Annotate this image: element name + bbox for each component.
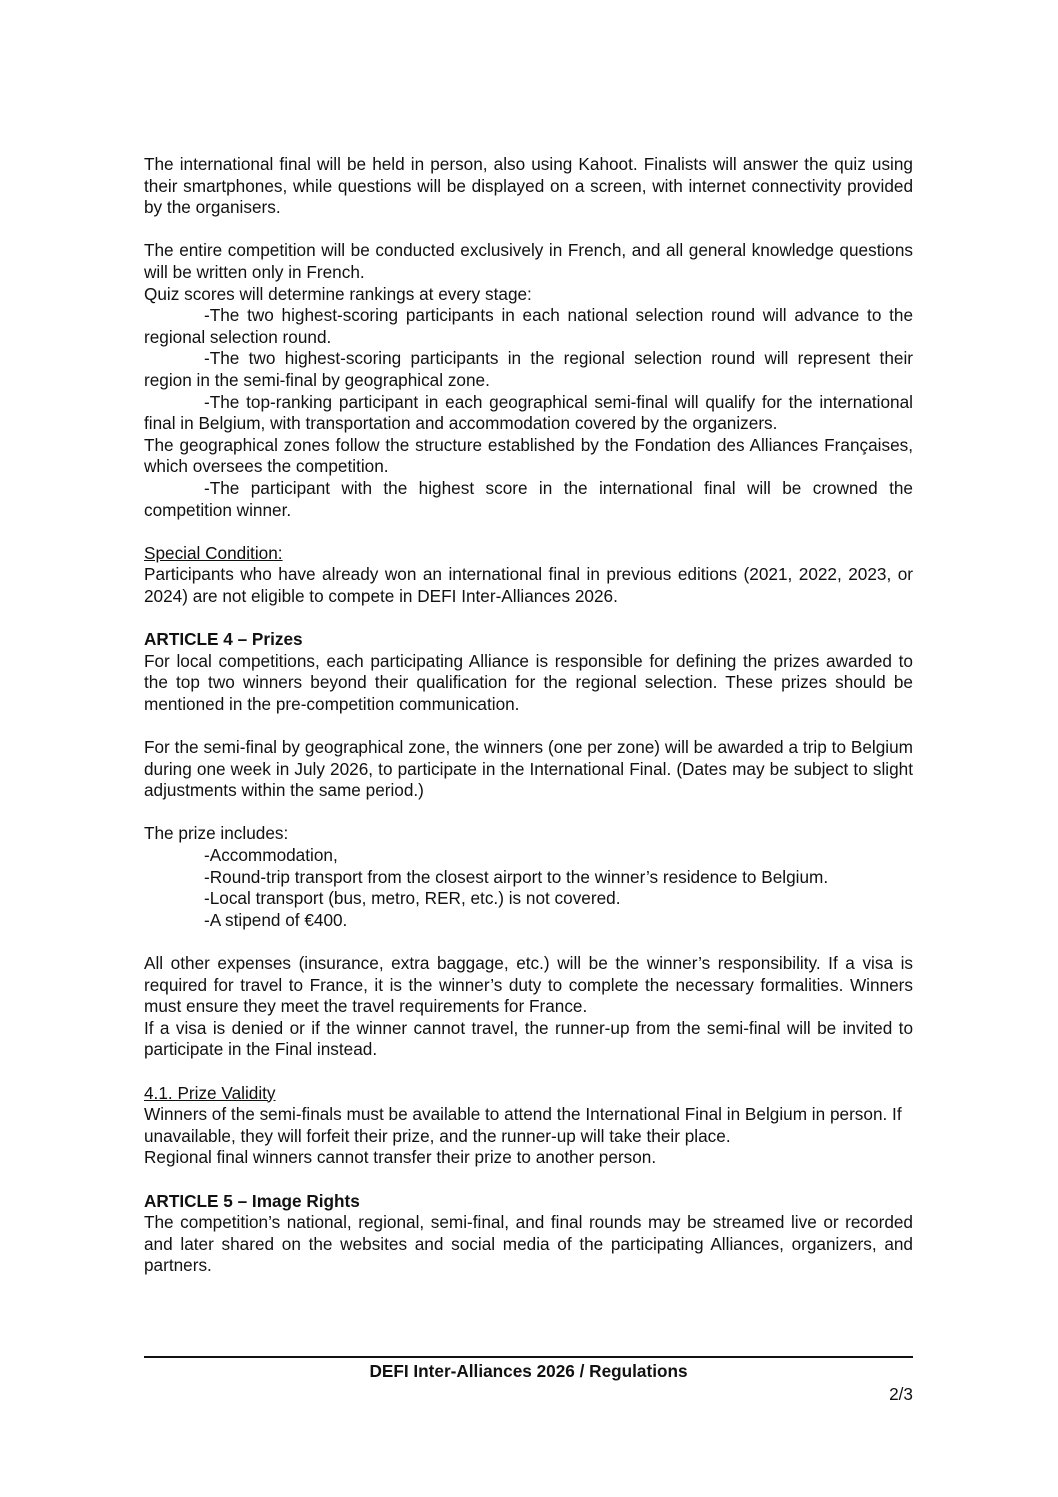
article-4-expenses: All other expenses (insurance, extra baggage, etc.) will be the winner’s responsibility. If a visa is required for travel to France, it is the winner’s duty to complete the necessary formalities. Winners must ensure they meet the travel requirements for France. xyxy=(144,952,913,1017)
article-5-text: The competition’s national, regional, semi-final, and final rounds may be streamed live or recorded and later shared on the websites and social media of the participating Alliances, organizers, and partners. xyxy=(144,1212,913,1276)
article-5-heading: ARTICLE 5 – Image Rights xyxy=(144,1190,360,1211)
prize-validity-heading: 4.1. Prize Validity xyxy=(144,1082,276,1103)
ranking-item-final: -The participant with the highest score in the international final will be crowned the competition winner. xyxy=(144,477,913,520)
footer-title: DEFI Inter-Alliances 2026 / Regulations xyxy=(369,1361,688,1381)
prize-includes-label: The prize includes: xyxy=(144,823,289,844)
ranking-item-regional: -The two highest-scoring participants in the regional selection round will represent their region in the semi-final by geographical zone. xyxy=(144,348,913,390)
prize-validity-text: Winners of the semi-finals must be available to attend the International Final in Belgium in person. If unavailable, they will forfeit their prize, and the runner-up will take their place. xyxy=(144,1104,902,1146)
prize-validity-transfer: Regional final winners cannot transfer their prize to another person. xyxy=(144,1147,657,1168)
ranking-item-semifinal: -The top-ranking participant in each geographical semi-final will qualify for the international final in Belgium, with transportation and accommodation covered by the organizers. xyxy=(144,391,913,434)
article-4-semifinal-prize: For the semi-final by geographical zone, the winners (one per zone) will be awarded a trip to Belgium during one week in July 2026, to participate in the International Final. (Dates may be subject to slight adjustments within the same period.) xyxy=(144,737,913,801)
paragraph-language: The entire competition will be conducted exclusively in French, and all general knowledge questions will be written only in French. xyxy=(144,240,913,282)
prize-item-transport: -Round-trip transport from the closest airport to the winner’s residence to Belgium. xyxy=(204,866,829,887)
article-4-visa-denied: If a visa is denied or if the winner cannot travel, the runner-up from the semi-final will be invited to participate in the Final instead. xyxy=(144,1017,913,1060)
article-4-heading: ARTICLE 4 – Prizes xyxy=(144,629,303,650)
prize-item-accommodation: -Accommodation, xyxy=(204,845,338,865)
paragraph-final-format: The international final will be held in person, also using Kahoot. Finalists will answer the quiz using their smartphones, while questions will be displayed on a screen, with internet connectivity provided by the organisers. xyxy=(144,154,913,218)
special-condition-heading: Special Condition: xyxy=(144,542,283,563)
paragraph-geographical-zones: The geographical zones follow the structure established by the Fondation des Alliances Françaises, which oversees the competition. xyxy=(144,434,913,477)
prize-item-local-transport: -Local transport (bus, metro, RER, etc.) is not covered. xyxy=(204,888,621,909)
special-condition-text: Participants who have already won an international final in previous editions (2021, 2022, 2023, or 2024) are not eligible to compete in DEFI Inter-Alliances 2026. xyxy=(144,564,913,606)
footer-divider xyxy=(144,1356,913,1358)
paragraph-rankings-intro: Quiz scores will determine rankings at every stage: xyxy=(144,283,532,304)
document-page xyxy=(144,154,913,1277)
article-4-local-prizes: For local competitions, each participating Alliance is responsible for defining the prizes awarded to the top two winners beyond their qualification for the regional selection. These prizes should be mentioned in the pre-competition communication. xyxy=(144,650,913,714)
prize-item-stipend: -A stipend of €400. xyxy=(204,909,348,930)
ranking-item-national: -The two highest-scoring participants in each national selection round will advance to the regional selection round. xyxy=(144,305,913,347)
page-number: 2/3 xyxy=(889,1384,913,1404)
